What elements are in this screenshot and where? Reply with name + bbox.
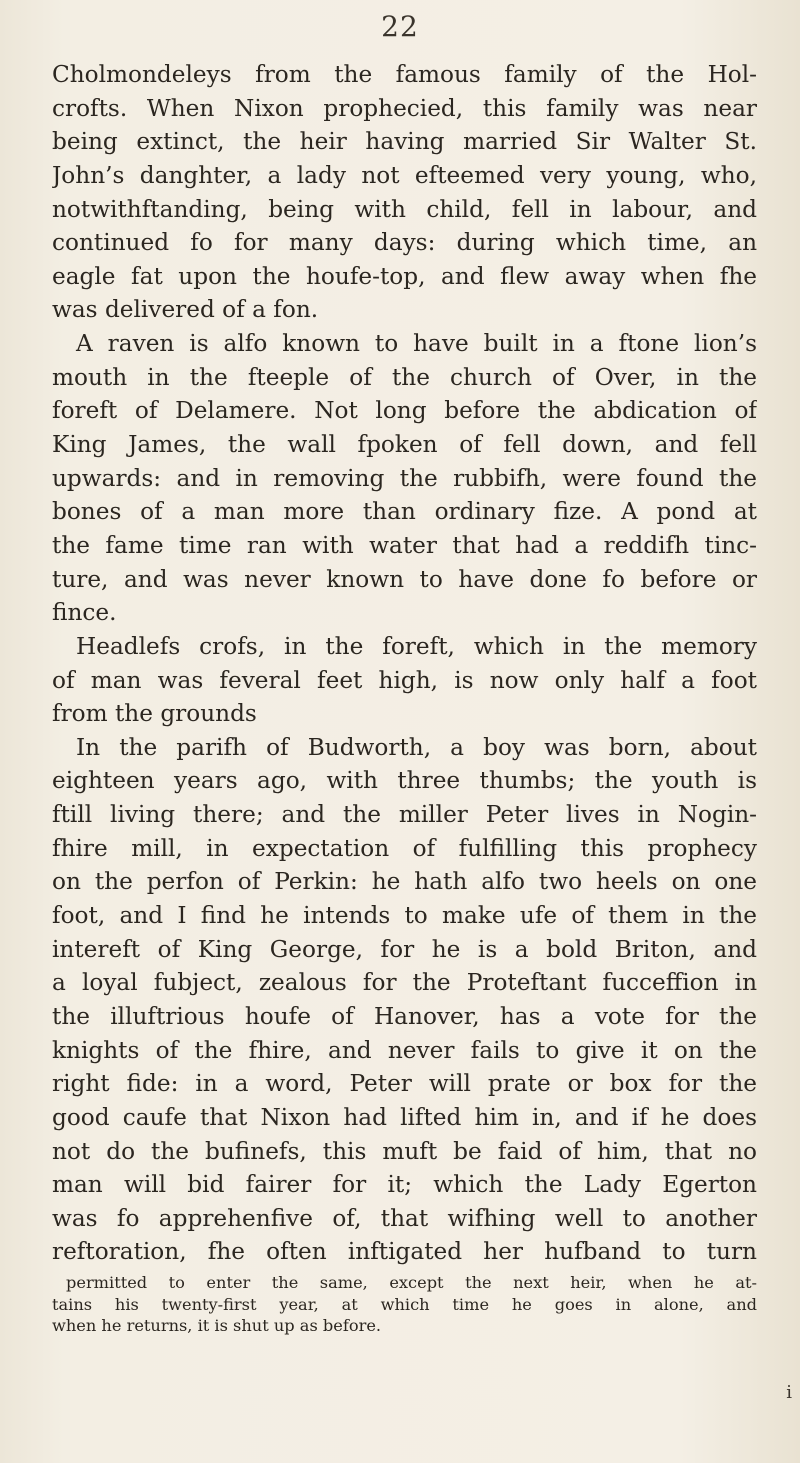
text-line: was fo apprehenfive of, that wifhing well to another <box>52 1204 757 1232</box>
text-line: bones of a man more than ordinary fize. A pond at <box>52 498 757 526</box>
text-line: King James, the wall fpoken of fell down, and fell <box>52 431 757 459</box>
text-line: right fide: in a word, Peter will prate or box for the <box>52 1070 757 1098</box>
text-line: the fame time ran with water that had a reddifh tinc- <box>52 531 757 559</box>
text-line: not do the bufinefs, this muft be faid of him, that no <box>52 1137 757 1165</box>
footnote-line: permitted to enter the same, except the next heir, when he at- <box>66 1273 757 1292</box>
page-number: 22 <box>381 10 419 43</box>
text-line: man will bid fairer for it; which the Lady Egerton <box>52 1171 757 1199</box>
body-text <box>52 58 757 1269</box>
text-line: continued fo for many days: during which time, an <box>52 229 757 257</box>
text-line: being extinct, the heir having married Sir Walter St. <box>52 128 757 156</box>
margin-mark: i <box>786 1382 792 1403</box>
text-line: ture, and was never known to have done fo before or <box>52 565 757 593</box>
text-line: eighteen years ago, with three thumbs; the youth is <box>52 767 757 795</box>
text-line: fhire mill, in expectation of fulfilling this prophecy <box>52 834 757 862</box>
text-line: fince. <box>52 599 117 627</box>
text-line: intereft of King George, for he is a bold Briton, and <box>52 935 757 963</box>
text-line: on the perfon of Perkin: he hath alfo two heels on one <box>52 868 757 896</box>
footnote-line: when he returns, it is shut up as before. <box>52 1316 382 1335</box>
text-line: of man was feveral feet high, is now only half a foot <box>52 666 757 694</box>
text-line: ftill living there; and the miller Peter lives in Nogin- <box>52 801 757 829</box>
text-line: reftoration, fhe often inftigated her hufband to turn <box>52 1238 757 1266</box>
text-line: A raven is alfo known to have built in a ftone lion’s <box>76 330 757 358</box>
text-line: good caufe that Nixon had lifted him in, and if he does <box>52 1103 757 1131</box>
text-line: John’s danghter, a lady not efteemed very young, who, <box>52 161 757 189</box>
text-line: a loyal fubject, zealous for the Proteftant fucceffion in <box>52 969 757 997</box>
text-line: upwards: and in removing the rubbifh, were found the <box>52 464 757 492</box>
footnote-line: tains his twenty-first year, at which time he goes in alone, and <box>52 1294 757 1314</box>
text-line: foot, and I find he intends to make ufe of them in the <box>52 902 757 930</box>
text-line: mouth in the fteeple of the church of Over, in the <box>52 363 757 391</box>
text-line: crofts. When Nixon prophecied, this family was near <box>52 94 757 122</box>
text-line: was delivered of a fon. <box>52 296 319 324</box>
text-line: Cholmondeleys from the famous family of the Hol- <box>52 61 757 88</box>
text-line: knights of the fhire, and never fails to give it on the <box>52 1036 757 1064</box>
text-line: Headlefs crofs, in the foreft, which in the memory <box>76 632 757 660</box>
text-line: In the parifh of Budworth, a boy was born, about <box>76 733 757 761</box>
text-line: from the grounds <box>52 700 257 728</box>
text-line: foreft of Delamere. Not long before the abdication of <box>52 397 757 425</box>
text-line: the illuftrious houfe of Hanover, has a vote for the <box>52 1002 757 1030</box>
footnote <box>52 1272 757 1337</box>
text-line: eagle fat upon the houfe-top, and flew away when fhe <box>52 262 757 290</box>
text-line: notwithftanding, being with child, fell in labour, and <box>52 195 757 223</box>
